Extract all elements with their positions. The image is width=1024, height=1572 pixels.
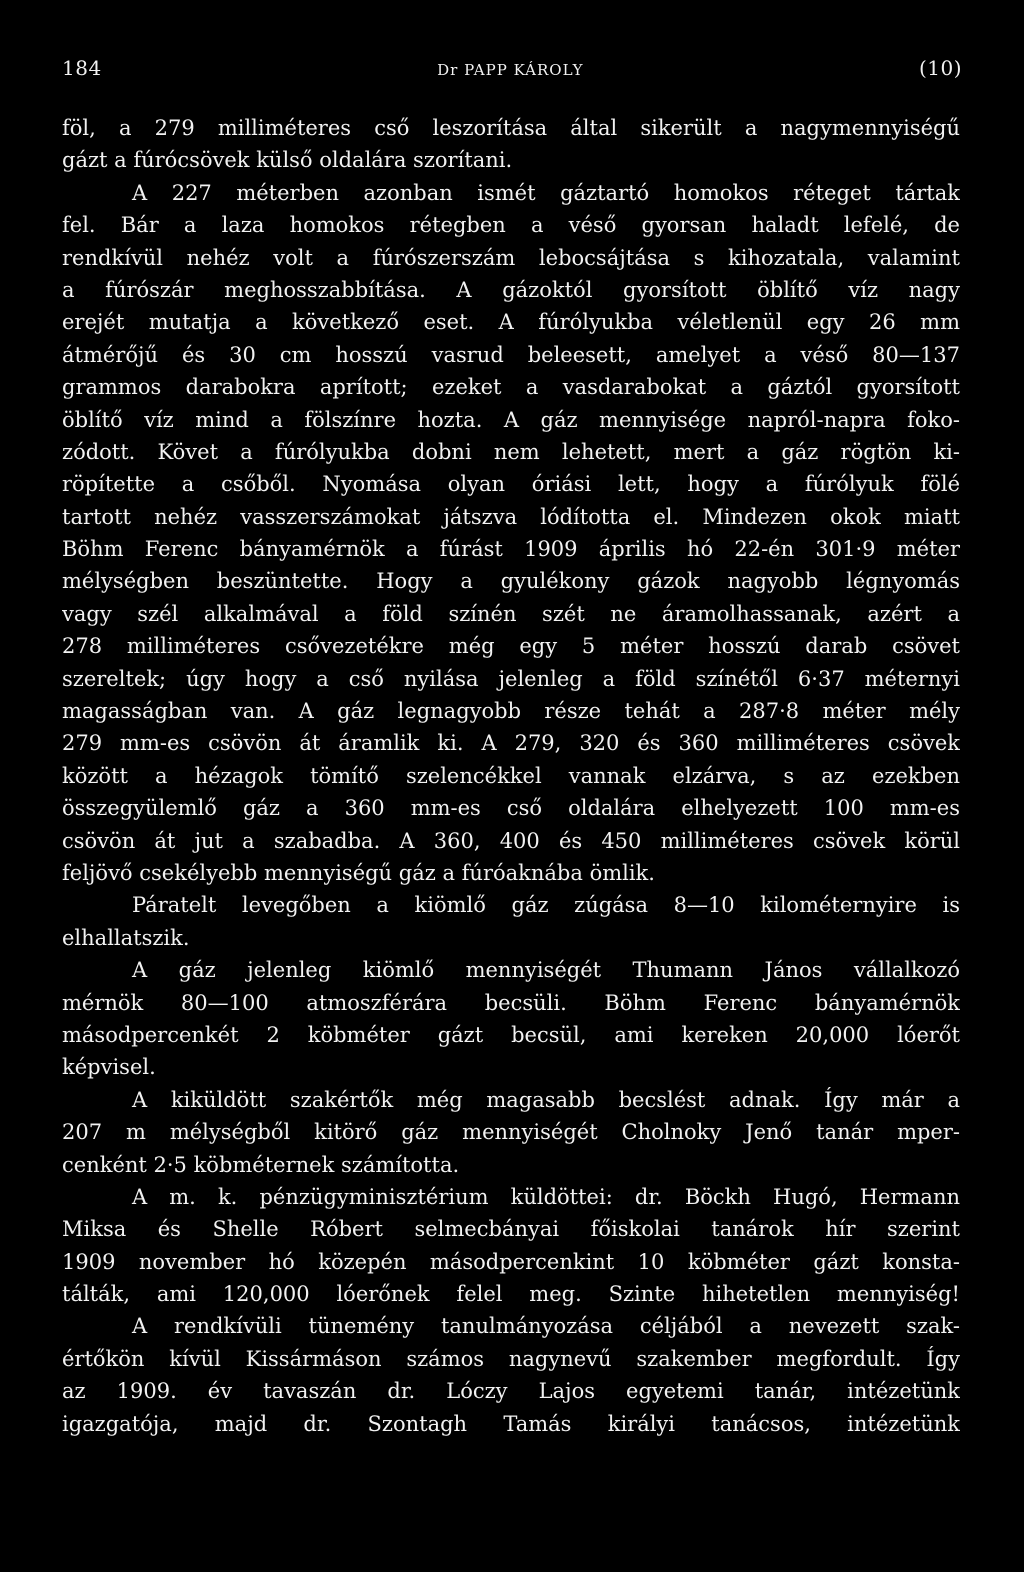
text-line: grammos darabokra aprított; ezeket a vasdarabokat a gáztól gyorsított <box>62 375 960 400</box>
text-line: A kiküldött szakértők még magasabb becslést adnak. Így már a <box>132 1087 960 1112</box>
text-line: között a hézagok tömítő szelencékkel vannak elzárva, s az ezekben <box>62 763 960 788</box>
text-line: szereltek; úgy hogy a cső nyilása jelenleg a föld színétől 6·37 méternyi <box>62 666 960 691</box>
text-line: föl, a 279 milliméteres cső leszorítása által sikerült a nagymennyiségű <box>62 116 960 140</box>
text-line: másodpercenkét 2 köbméter gázt becsül, ami kereken 20,000 lóerőt <box>62 1022 960 1047</box>
text-line: röpítette a csőből. Nyomása olyan óriási lett, hogy a fúrólyuk fölé <box>62 472 960 497</box>
text-line: cenként 2·5 köbméternek számította. <box>62 1152 460 1177</box>
text-line: mélységben beszüntette. Hogy a gyulékony gázok nagyobb légnyomás <box>62 569 960 594</box>
text-line: a fúrószár meghosszabbítása. A gázoktól gyorsított öblítő víz nagy <box>62 277 960 302</box>
text-line: gázt a fúrócsövek külső oldalára szorítani. <box>62 148 513 173</box>
text-line: feljövő csekélyebb mennyiségű gáz a fúróaknába ömlik. <box>62 860 655 885</box>
text-line: 279 mm-es csövön át áramlik ki. A 279, 320 és 360 milliméteres csövek <box>62 731 960 756</box>
page-number: 184 <box>62 56 102 80</box>
text-line: Böhm Ferenc bányamérnök a fúrást 1909 április hó 22-én 301·9 méter <box>62 537 960 562</box>
text-line: igazgatója, majd dr. Szontagh Tamás királyi tanácsos, intézetünk <box>62 1411 960 1436</box>
text-line: A rendkívüli tünemény tanulmányozása céljából a nevezett szak- <box>132 1314 960 1339</box>
text-line: elhallatszik. <box>62 925 190 950</box>
text-line: értőkön kívül Kissármáson számos nagynevű szakember megfordult. Így <box>62 1346 960 1371</box>
text-line: öblítő víz mind a fölszínre hozta. A gáz mennyisége napról-napra foko- <box>62 407 960 432</box>
text-line: vagy szél alkalmával a föld színén szét ne áramolhassanak, azért a <box>62 601 960 626</box>
text-line: A m. k. pénzügyminisztérium küldöttei: dr. Böckh Hugó, Hermann <box>132 1184 960 1209</box>
text-line: tálták, ami 120,000 lóerőnek felel meg. Szinte hihetetlen mennyiség! <box>62 1282 960 1307</box>
text-line: képvisel. <box>62 1055 156 1080</box>
section-number: (10) <box>918 56 962 80</box>
text-line: zódott. Követ a fúrólyukba dobni nem lehetett, mert a gáz rögtön ki- <box>62 439 960 464</box>
text-line: az 1909. év tavaszán dr. Lóczy Lajos egyetemi tanár, intézetünk <box>62 1379 960 1404</box>
text-line: rendkívül nehéz volt a fúrószerszám lebocsájtása s kihozatala, valamint <box>62 245 960 270</box>
text-line: magasságban van. A gáz legnagyobb része tehát a 287·8 méter mély <box>62 699 960 724</box>
text-line: átmérőjű és 30 cm hosszú vasrud beleesett, amelyet a véső 80—137 <box>62 342 960 367</box>
text-line: tartott nehéz vasszerszámokat játszva lódította el. Mindezen okok miatt <box>62 504 960 529</box>
text-line: A 227 méterben azonban ismét gáztartó homokos réteget tártak <box>132 180 960 205</box>
text-line: összegyülemlő gáz a 360 mm-es cső oldalára elhelyezett 100 mm-es <box>62 796 960 821</box>
text-line: csövön át jut a szabadba. A 360, 400 és 450 milliméteres csövek körül <box>62 828 960 853</box>
text-line: Miksa és Shelle Róbert selmecbányai főiskolai tanárok hír szerint <box>62 1217 960 1242</box>
text-line: Páratelt levegőben a kiömlő gáz zúgása 8—10 kilométernyire is <box>132 893 960 918</box>
text-line: mérnök 80—100 atmoszférára becsüli. Böhm Ferenc bányamérnök <box>62 990 960 1015</box>
text-line: 207 m mélységből kitörő gáz mennyiségét Cholnoky Jenő tanár mper- <box>62 1120 960 1145</box>
text-line: 1909 november hó közepén másodpercenkint 10 köbméter gázt konsta- <box>62 1249 960 1274</box>
text-line: fel. Bár a laza homokos rétegben a véső gyorsan haladt lefelé, de <box>62 213 960 238</box>
text-line: A gáz jelenleg kiömlő mennyiségét Thumann János vállalkozó <box>132 958 960 983</box>
text-line: 278 milliméteres csővezetékre még egy 5 méter hosszú darab csövet <box>62 634 960 659</box>
body-text <box>62 112 960 1440</box>
text-line: erejét mutatja a következő eset. A fúrólyukba véletlenül egy 26 mm <box>62 310 960 335</box>
running-head-author: Dr PAPP KÁROLY <box>437 61 584 79</box>
page-header <box>62 56 962 88</box>
